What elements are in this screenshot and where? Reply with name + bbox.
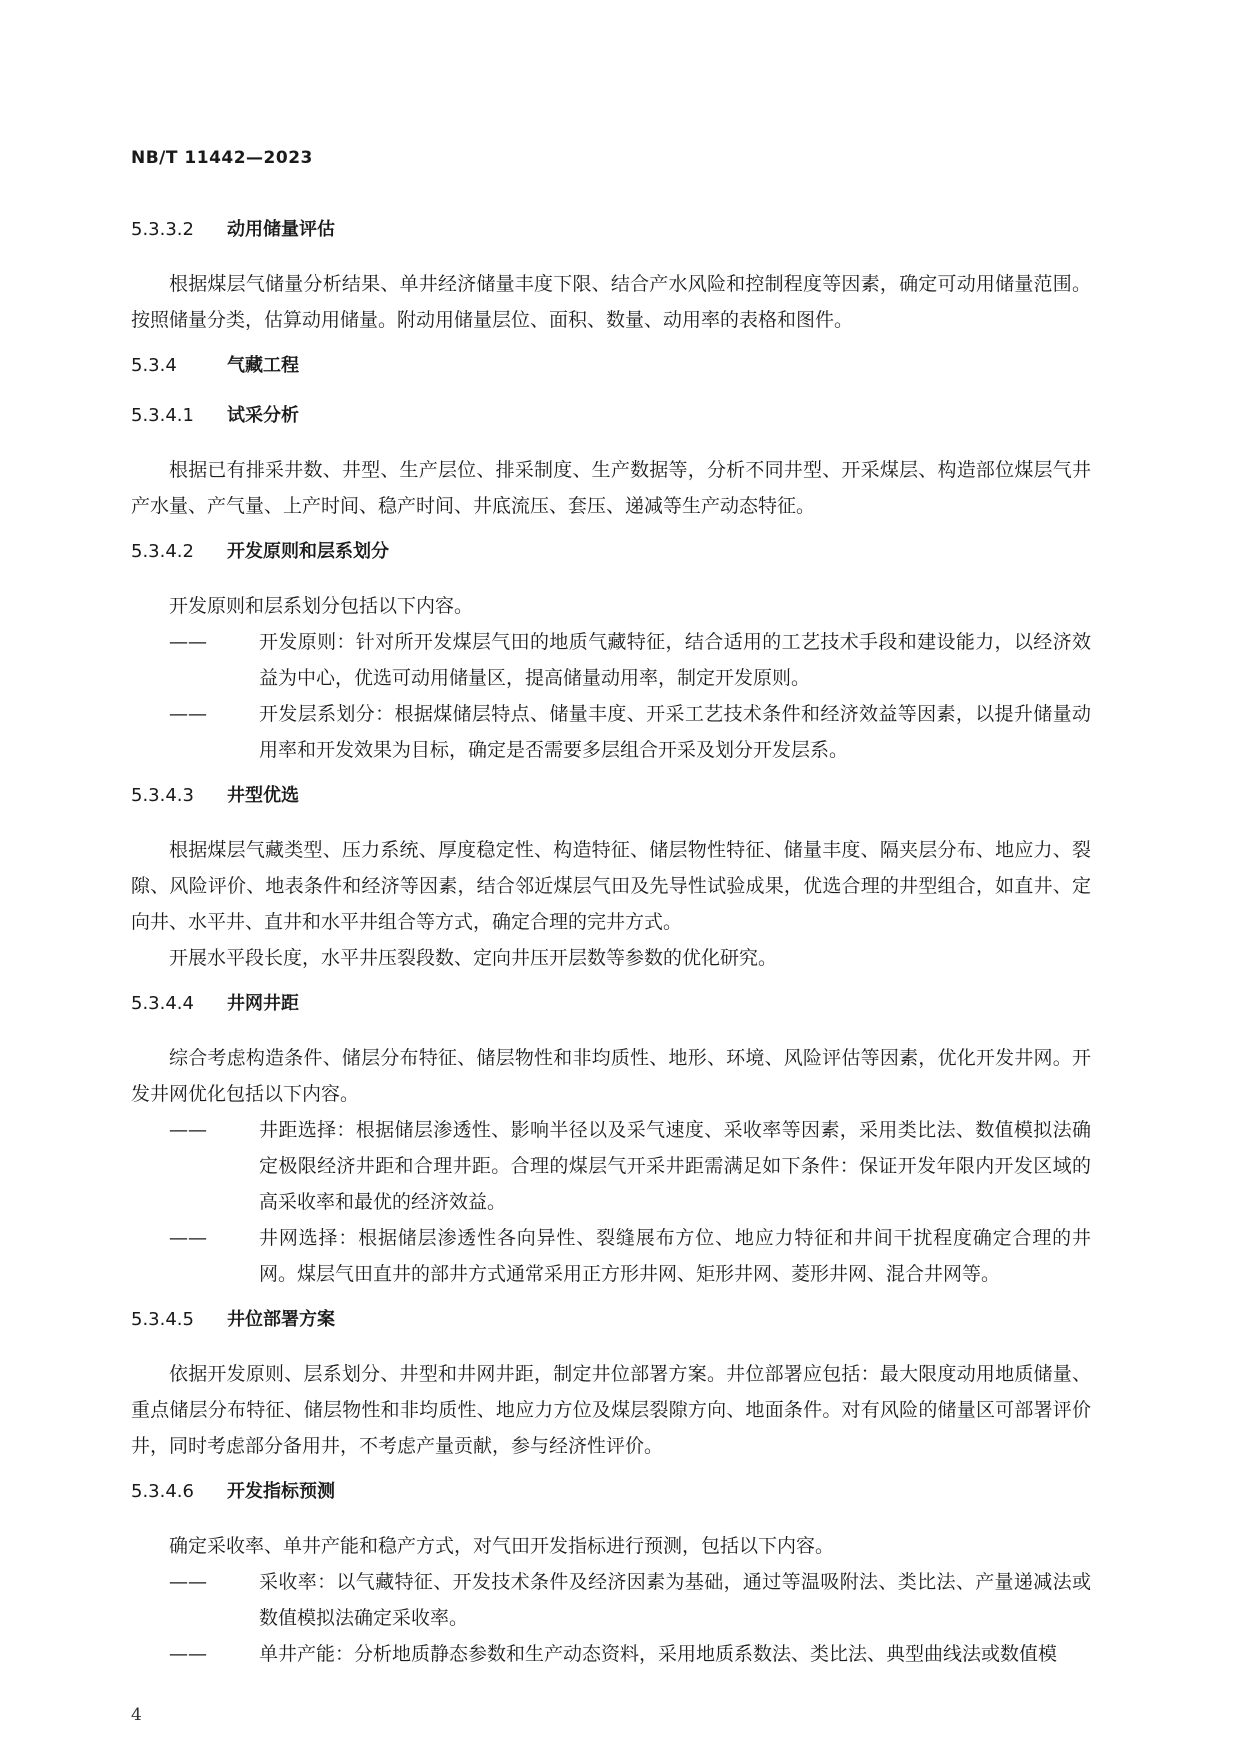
list-item — [169, 1220, 1091, 1292]
section — [131, 538, 1091, 768]
section — [131, 990, 1091, 1292]
list-item — [169, 696, 1091, 768]
section-heading — [131, 990, 1091, 1018]
list-item-text: 开发层系划分：根据煤储层特点、储量丰度、开采工艺技术条件和经济效益等因素，以提升储量动用率和开发效果为目标，确定是否需要多层组合开采及划分开发层系。 — [259, 703, 1091, 761]
paragraph: 根据煤层气藏类型、压力系统、厚度稳定性、构造特征、储层物性特征、储量丰度、隔夹层分布、地应力、裂隙、风险评价、地表条件和经济等因素，结合邻近煤层气田及先导性试验成果，优选合理的井型组合，如直井、定向井、水平井、直井和水平井组合等方式，确定合理的完井方式。 — [131, 839, 1091, 933]
list-item-text: 井距选择：根据储层渗透性、影响半径以及采气速度、采收率等因素，采用类比法、数值模拟法确定极限经济井距和合理井距。合理的煤层气开采井距需满足如下条件：保证开发年限内开发区域的高采收率和最优的经济效益。 — [259, 1119, 1091, 1213]
section — [131, 352, 1091, 380]
section-number: 5.3.4.5 — [131, 1309, 194, 1330]
list-item-text: 开发原则：针对所开发煤层气田的地质气藏特征，结合适用的工艺技术手段和建设能力，以经济效益为中心，优选可动用储量区，提高储量动用率，制定开发原则。 — [259, 631, 1091, 689]
section-number: 5.3.3.2 — [131, 219, 194, 240]
section-title: 动用储量评估 — [227, 219, 335, 240]
paragraph: 确定采收率、单井产能和稳产方式，对气田开发指标进行预测，包括以下内容。 — [169, 1535, 835, 1557]
list-item — [169, 624, 1091, 696]
paragraph: 依据开发原则、层系划分、井型和井网井距，制定井位部署方案。井位部署应包括：最大限度动用地质储量、重点储层分布特征、储层物性和非均质性、地应力方位及煤层裂隙方向、地面条件。对有风险的储量区可部署评价井，同时考虑部分备用井，不考虑产量贡献，参与经济性评价。 — [131, 1363, 1091, 1457]
paragraph: 综合考虑构造条件、储层分布特征、储层物性和非均质性、地形、环境、风险评估等因素，优化开发井网。开发井网优化包括以下内容。 — [131, 1047, 1091, 1105]
section-number: 5.3.4.6 — [131, 1481, 194, 1502]
section-title: 井位部署方案 — [227, 1309, 335, 1330]
section-number: 5.3.4.1 — [131, 405, 194, 426]
list-item-text: 采收率：以气藏特征、开发技术条件及经济因素为基础，通过等温吸附法、类比法、产量递减法或数值模拟法确定采收率。 — [259, 1571, 1091, 1629]
section-title: 开发指标预测 — [227, 1481, 335, 1502]
section-heading — [131, 1478, 1091, 1506]
standard-code: NB/T 11442—2023 — [131, 148, 313, 168]
list-dash: —— — [169, 703, 207, 725]
section-number: 5.3.4 — [131, 355, 177, 376]
section-title: 井网井距 — [227, 993, 299, 1014]
section-number: 5.3.4.3 — [131, 785, 194, 806]
dash-list — [131, 1112, 1091, 1292]
list-dash: —— — [169, 1227, 207, 1249]
section-heading — [131, 216, 1091, 244]
paragraph: 开展水平段长度，水平井压裂段数、定向井压开层数等参数的优化研究。 — [169, 947, 778, 969]
section-number: 5.3.4.4 — [131, 993, 194, 1014]
section-title: 试采分析 — [227, 405, 299, 426]
section-heading — [131, 538, 1091, 566]
list-dash: —— — [169, 1643, 207, 1665]
section — [131, 782, 1091, 976]
list-dash: —— — [169, 1571, 207, 1593]
dash-list — [131, 624, 1091, 768]
paragraph: 开发原则和层系划分包括以下内容。 — [169, 595, 474, 617]
section-heading — [131, 352, 1091, 380]
dash-list — [131, 1564, 1091, 1672]
section-heading — [131, 1306, 1091, 1334]
list-item-text: 井网选择：根据储层渗透性各向异性、裂缝展布方位、地应力特征和井间干扰程度确定合理的井网。煤层气田直井的部井方式通常采用正方形井网、矩形井网、菱形井网、混合井网等。 — [259, 1227, 1091, 1285]
section — [131, 216, 1091, 338]
list-item-text: 单井产能：分析地质静态参数和生产动态资料，采用地质系数法、类比法、典型曲线法或数值模 — [259, 1643, 1058, 1665]
section-number: 5.3.4.2 — [131, 541, 194, 562]
list-item — [169, 1564, 1091, 1636]
section-title: 气藏工程 — [227, 355, 299, 376]
section — [131, 1478, 1091, 1672]
list-dash: —— — [169, 631, 207, 653]
section-title: 井型优选 — [227, 785, 299, 806]
page-number: 4 — [131, 1705, 142, 1725]
paragraph: 根据煤层气储量分析结果、单井经济储量丰度下限、结合产水风险和控制程度等因素，确定可动用储量范围。按照储量分类，估算动用储量。附动用储量层位、面积、数量、动用率的表格和图件。 — [131, 273, 1091, 331]
section-heading — [131, 402, 1091, 430]
document-body — [131, 216, 1091, 1686]
section — [131, 402, 1091, 524]
list-dash: —— — [169, 1119, 207, 1141]
paragraph: 根据已有排采井数、井型、生产层位、排采制度、生产数据等，分析不同井型、开采煤层、构造部位煤层气井产水量、产气量、上产时间、稳产时间、井底流压、套压、递减等生产动态特征。 — [131, 459, 1091, 517]
list-item — [169, 1112, 1091, 1220]
section-heading — [131, 782, 1091, 810]
list-item — [169, 1636, 1091, 1672]
section — [131, 1306, 1091, 1464]
section-title: 开发原则和层系划分 — [227, 541, 389, 562]
